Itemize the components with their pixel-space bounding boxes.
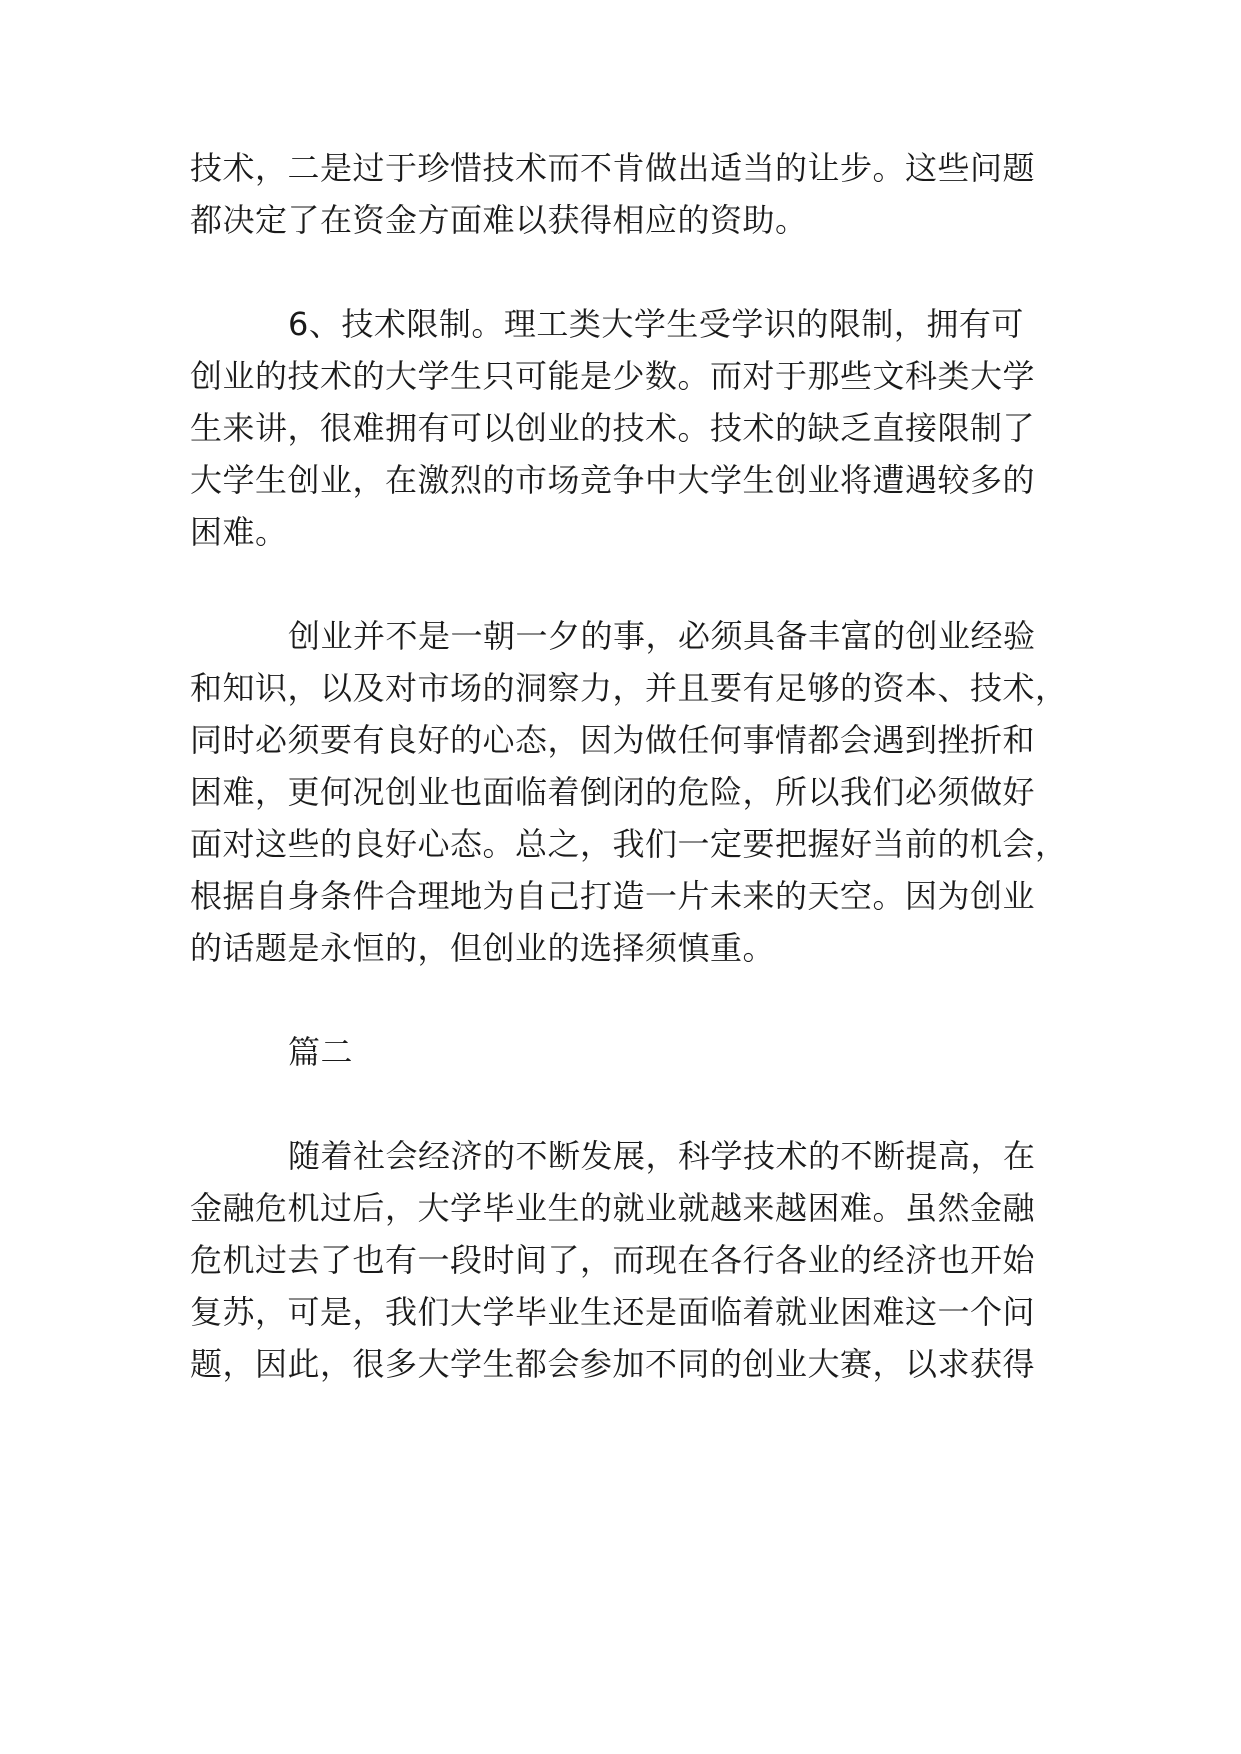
text-line: 复苏，可是，我们大学毕业生还是面临着就业困难这一个问 — [190, 1293, 1036, 1331]
text-line: 困难。 — [190, 513, 288, 551]
text-line: 随着社会经济的不断发展，科学技术的不断提高，在 — [288, 1137, 1036, 1175]
text-line: 创业并不是一朝一夕的事，必须具备丰富的创业经验 — [288, 617, 1036, 655]
text-line: 的话题是永恒的，但创业的选择须慎重。 — [190, 929, 776, 967]
text-line: 生来讲，很难拥有可以创业的技术。技术的缺乏直接限制了 — [190, 409, 1036, 447]
section-heading: 篇二 — [288, 1033, 354, 1071]
text-line: 题，因此，很多大学生都会参加不同的创业大赛，以求获得 — [190, 1345, 1036, 1383]
text-line: 大学生创业，在激烈的市场竞争中大学生创业将遭遇较多的 — [190, 461, 1036, 499]
text-line: 困难，更何况创业也面临着倒闭的危险，所以我们必须做好 — [190, 773, 1036, 811]
text-line: 都决定了在资金方面难以获得相应的资助。 — [190, 201, 808, 239]
text-line: 危机过去了也有一段时间了，而现在各行各业的经济也开始 — [190, 1241, 1036, 1279]
text-line: 根据自身条件合理地为自己打造一片未来的天空。因为创业 — [190, 877, 1036, 915]
text-line: 金融危机过后，大学毕业生的就业就越来越困难。虽然金融 — [190, 1189, 1036, 1227]
text-line: 同时必须要有良好的心态，因为做任何事情都会遇到挫折和 — [190, 721, 1036, 759]
text-line: 创业的技术的大学生只可能是少数。而对于那些文科类大学 — [190, 357, 1036, 395]
text-line: 和知识，以及对市场的洞察力，并且要有足够的资本、技术， — [190, 669, 1068, 707]
text-line: 面对这些的良好心态。总之，我们一定要把握好当前的机会， — [190, 825, 1068, 863]
text-line: 6、技术限制。理工类大学生受学识的限制，拥有可 — [288, 305, 1024, 343]
text-line: 技术，二是过于珍惜技术而不肯做出适当的让步。这些问题 — [190, 149, 1036, 187]
